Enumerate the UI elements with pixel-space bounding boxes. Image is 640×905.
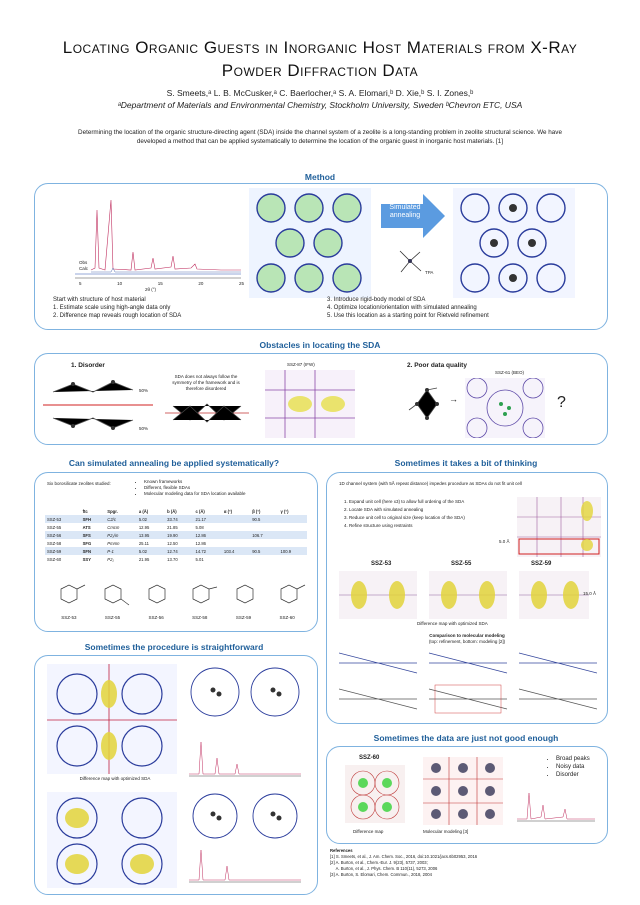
th: Spgr.	[107, 508, 118, 514]
ssz60-diffmap-image	[345, 765, 405, 823]
th: γ (°)	[280, 508, 289, 514]
disorder-molecules-image	[43, 374, 153, 436]
notgood-title: Sometimes the data are just not good enough	[373, 733, 559, 743]
cell: 5.02	[137, 515, 165, 523]
thinking-structures-image	[339, 571, 597, 619]
cell: C2/c	[105, 515, 137, 523]
tick: 15	[157, 281, 163, 286]
obstacles-panel	[34, 353, 608, 445]
thinking-panel	[326, 472, 608, 724]
straightforward-title: Sometimes the procedure is straightforward	[84, 642, 264, 652]
cap-diffmap: Difference map	[353, 829, 384, 834]
cell	[279, 523, 307, 531]
method-steps-left	[53, 296, 181, 320]
sda-labels	[47, 615, 309, 621]
straightforward-xrd-plot-2	[185, 844, 305, 890]
bullet: • Disorder	[556, 771, 590, 779]
comparison-image	[339, 649, 597, 717]
tpa-molecule	[395, 246, 425, 276]
diffmap-caption: Difference map with optimized SDA	[79, 776, 151, 781]
cell: SSZ-55	[47, 524, 62, 530]
title-line-1: Locating Organic Guests in Inorganic Host Materials from X-Ray	[62, 38, 578, 57]
cell: 12.95	[138, 524, 150, 530]
ssz61-structure-image	[465, 378, 545, 438]
bullet: • Molecular modeling data for SDA location available	[144, 491, 246, 497]
sda-structures-image	[47, 581, 309, 611]
sda-label: SSZ-60	[279, 615, 295, 620]
ssz61-label: SSZ-61 (BEO)	[495, 370, 525, 375]
cell: 100.9	[279, 547, 307, 555]
table-row	[45, 523, 307, 531]
cell: SFG	[82, 540, 92, 546]
ssz60-xrd-plot	[513, 787, 599, 827]
framework-with-sda-image	[453, 188, 575, 298]
cell: 12.86	[195, 540, 206, 546]
cell: 21.85	[167, 524, 178, 530]
cell: 12.86	[194, 531, 222, 539]
method-axis-label: 2θ (°)	[145, 287, 157, 292]
cell	[222, 539, 250, 547]
ssz60-model-image	[423, 757, 503, 825]
tick: 10	[117, 281, 123, 286]
method-obs-label: Obs	[79, 260, 88, 265]
th: ftc	[82, 508, 88, 514]
cell: 90.5	[250, 515, 278, 523]
cell	[222, 555, 250, 563]
table-header-row	[45, 507, 307, 515]
poster-title	[0, 36, 640, 82]
cell: Cmcm	[107, 524, 120, 530]
references	[330, 848, 600, 878]
bullet: • Broad peaks	[556, 755, 590, 763]
cell: 19.90	[165, 531, 193, 539]
cell: 5.02	[137, 547, 165, 555]
table-row	[45, 547, 307, 555]
thinking-label-ssz53: SSZ-53	[371, 561, 392, 567]
ssz87-structure-image	[265, 370, 355, 438]
table-row	[45, 531, 307, 539]
tick: 25	[238, 281, 244, 286]
thinking-intro: 1D channel system (with 5Å repeat distance) impedes procedure as SDAs do not fit unit cell	[339, 481, 522, 486]
tpa-label: TPA	[425, 270, 434, 275]
cell: SSZ-60	[47, 556, 62, 562]
references-title: References	[330, 848, 353, 853]
pct-b: 50%	[139, 426, 149, 431]
cell: 14.72	[194, 547, 222, 555]
cell: P2₁	[107, 556, 114, 562]
thinking-title: Sometimes it takes a bit of thinking	[394, 458, 538, 468]
systematic-intro: Six borosilicate zeolites studied:	[47, 481, 111, 486]
cell: 12.74	[165, 547, 193, 555]
ssz-structure-bottom-image	[47, 792, 177, 888]
bullet: • Noisy data	[556, 763, 590, 771]
cell: SSY	[82, 556, 92, 562]
comparison-title: Comparison to molecular modeling	[429, 633, 505, 638]
cell: 13.95	[137, 531, 165, 539]
sda-in-cage-top-image	[185, 662, 305, 728]
thinking-steps	[339, 499, 519, 529]
cell: 12.50	[167, 540, 178, 546]
straightforward-panel	[34, 655, 318, 895]
cell: P2₁/m	[105, 531, 137, 539]
cell: 25.11	[138, 540, 149, 546]
method-title: Method	[304, 172, 336, 182]
table-row	[45, 539, 307, 547]
sda-label: SSZ-55	[104, 615, 121, 620]
poor-data-label: 2. Poor data quality	[407, 362, 467, 369]
cell	[222, 531, 250, 539]
dim-5: 5.0 Å	[499, 539, 510, 544]
cell	[279, 539, 307, 547]
method-step: 2. Difference map reveals rough location of SDA	[53, 313, 182, 319]
th: c (Å)	[195, 508, 205, 514]
method-step: Start with structure of host material	[53, 297, 146, 303]
cell: SSZ-53	[45, 515, 81, 523]
sda-in-cage-bottom-image	[185, 788, 305, 844]
method-ticks	[79, 281, 244, 287]
cell: Pmmn	[107, 540, 120, 546]
tick: 20	[198, 281, 204, 286]
disordered-sda-image	[165, 398, 249, 428]
sda-label: SSZ-58	[192, 615, 208, 620]
reference-item: A. Burton, et al., J. Phys. Chem. B 110(11), 5273, 2006	[330, 866, 438, 871]
thinking-step: 1. Expand unit cell (here x3) to allow full ordering of the SDA	[349, 499, 519, 505]
table-row	[45, 555, 307, 563]
th	[45, 507, 81, 515]
method-panel	[34, 183, 608, 330]
cell	[222, 523, 250, 531]
thinking-step: 2. Locate SDA with simulated annealing	[349, 507, 519, 513]
arrow-label: Simulated annealing	[389, 204, 421, 219]
arrow-glyph: →	[449, 394, 458, 404]
cell: SFS	[81, 531, 106, 539]
disorder-note: SDA does not always follow the symmetry of the framework and is therefore disordered	[172, 374, 240, 391]
sda-label: SSZ-53	[61, 615, 77, 620]
method-step: 5. Use this location as a starting point for Rietveld refinement	[327, 313, 489, 319]
cell: ATS	[82, 524, 91, 530]
cell: 90.5	[250, 547, 278, 555]
affiliation: ᵃDepartment of Materials and Environmental Chemistry, Stockholm University, Sweden ᵇChevron ETC, USA	[117, 100, 523, 110]
method-steps-right	[327, 296, 489, 320]
cell: P-1	[105, 547, 137, 555]
cell	[250, 523, 278, 531]
method-xrd-plot	[71, 190, 246, 290]
cell: 5.08	[195, 524, 204, 530]
authors: S. Smeets,ᵃ L. B. McCusker,ᵃ C. Baerlocher,ᵃ S. A. Elomari,ᵇ D. Xie,ᵇ S. I. Zones,ᵇ	[166, 88, 474, 98]
thinking-label-ssz55: SSZ-55	[451, 561, 472, 567]
cell	[279, 555, 307, 563]
bullet: • Known frameworks	[144, 479, 246, 485]
cell: 21.17	[194, 515, 222, 523]
th: a (Å)	[138, 508, 149, 514]
notgood-panel	[326, 746, 608, 844]
cell: 13.70	[167, 556, 178, 562]
reference-item: [3] A. Burton, S. Elomari, Chem. Commun., 2018, 2004	[330, 872, 432, 877]
cell: SFN	[81, 547, 106, 555]
question-mark: ?	[557, 394, 566, 411]
thinking-diffmap-caption: Difference map with optimized SDA	[417, 621, 488, 626]
expanded-cell-image	[517, 497, 601, 557]
cell: SSZ-59	[45, 547, 81, 555]
framework-with-diffmap-image	[249, 188, 371, 298]
cell: SFH	[81, 515, 106, 523]
cap-modeling: Molecular modeling [3]	[423, 829, 469, 834]
systematic-title: Can simulated annealing be applied systematically?	[68, 458, 280, 468]
thinking-step: 3. Reduce unit cell to original size (keep location of the SDA)	[349, 515, 519, 521]
th: b (Å)	[167, 508, 177, 514]
obstacles-title: Obstacles in locating the SDA	[259, 340, 381, 350]
title-line-2: Powder Diffraction Data	[221, 61, 419, 80]
ssz-structure-top-image	[47, 664, 177, 774]
zeolite-table	[45, 507, 307, 563]
sda-label: SSZ-59	[235, 615, 252, 620]
ssz87-label: SSZ-87 (IFW)	[287, 362, 315, 367]
pct-a: 50%	[139, 388, 149, 393]
bullet: • Different, flexible SDAs	[144, 485, 246, 491]
reference-item: [2] A. Burton, et al., Chem.-Eur. J. 9(23), 5737, 2003;	[330, 860, 428, 865]
comparison-subtitle: (top: refinement, bottom: modeling [2])	[428, 639, 506, 644]
thinking-label-ssz59: SSZ-59	[531, 561, 552, 567]
straightforward-xrd-plot-1	[185, 734, 305, 784]
table-row	[45, 515, 307, 523]
cell: 33.74	[165, 515, 193, 523]
thinking-step: 4. Refine structure using restraints	[349, 523, 519, 529]
cell: 21.95	[138, 556, 150, 562]
cell	[250, 539, 278, 547]
th: β (°)	[252, 508, 261, 514]
cell	[279, 515, 307, 523]
method-step: 4. Optimize location/orientation with simulated annealing	[327, 305, 477, 311]
sda-label: SSZ-56	[148, 615, 164, 620]
cell: 106.7	[250, 531, 278, 539]
reference-item: [1] S. Smeets, et al., J. Am. Chem. Soc., 2016, doi:10.1021/jacs.6b02953, 2016	[330, 854, 478, 859]
systematic-bullets	[135, 479, 246, 497]
systematic-panel	[34, 472, 318, 632]
method-step: 1. Estimate scale using high-angle data only	[53, 305, 171, 311]
method-step: 3. Introduce rigid-body model of SDA	[327, 297, 426, 303]
cell: 5.01	[195, 556, 204, 562]
cell: 103.4	[222, 547, 250, 555]
cell: SSZ-58	[47, 540, 62, 546]
cell	[279, 531, 307, 539]
notgood-label: SSZ-60	[359, 755, 380, 761]
cell: SSZ-56	[45, 531, 81, 539]
abstract: Determining the location of the organic structure-directing agent (SDA) inside the channel system of a zeolite is a long-standing problem in zeolite structural science. We have developed a method that can be applied systematically to determine the location of the organic guest in inorganic host materials. [1]	[78, 129, 562, 145]
cell	[250, 555, 278, 563]
cell	[222, 515, 250, 523]
sda-molecule-image	[407, 384, 447, 424]
tick: 5	[79, 281, 82, 286]
method-calc-label: Calc	[79, 266, 89, 271]
th: α (°)	[223, 508, 233, 514]
dim-15: 15.0 Å	[583, 591, 597, 596]
notgood-bullets	[547, 755, 590, 779]
disorder-label: 1. Disorder	[71, 362, 105, 369]
